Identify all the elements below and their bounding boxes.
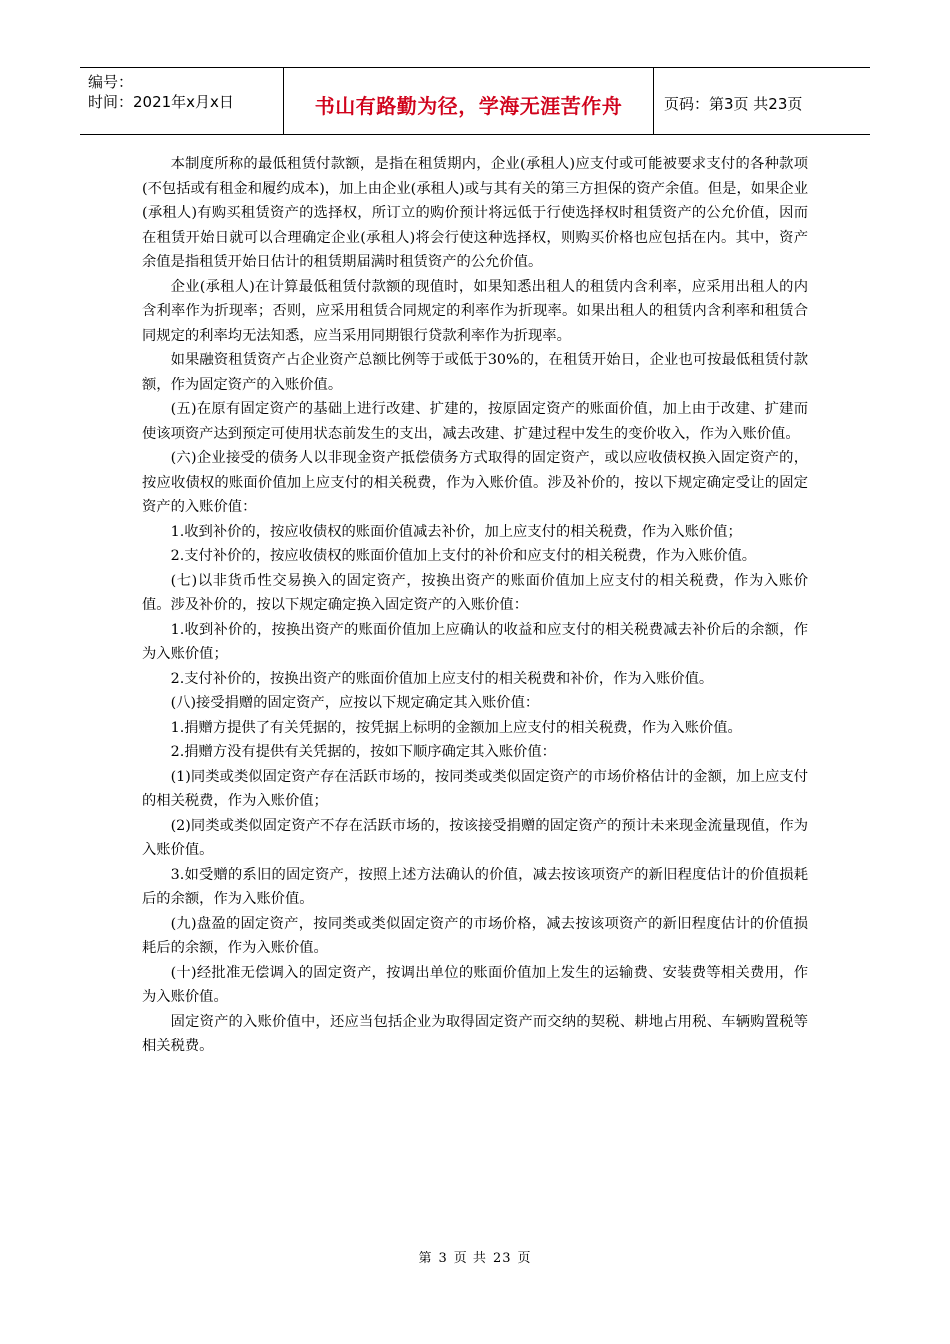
paragraph: 本制度所称的最低租赁付款额，是指在租赁期内，企业(承租人)应支付或可能被要求支付的各种款项(不包括或有租金和履约成本)，加上由企业(承租人)或与其有关的第三方担保的资产余值。但是，如果企业(承租人)有购买租赁资产的选择权，所订立的购价预计将远低于行使选择权时租赁资产的公允价值，因而在租赁开始日就可以合理确定企业(承租人)将会行使这种选择权，则购买价格也应包括在内。其中，资产余值是指租赁开始日估计的租赁期届满时租赁资产的公允价值。 xyxy=(142,156,808,270)
paragraph: (1)同类或类似固定资产存在活跃市场的，按同类或类似固定资产的市场价格估计的金额，加上应支付的相关税费，作为入账价值； xyxy=(142,768,808,809)
paragraph: (2)同类或类似固定资产不存在活跃市场的，按该接受捐赠的固定资产的预计未来现金流量现值，作为入账价值。 xyxy=(142,817,808,858)
paragraph: 1.收到补价的，按换出资产的账面价值加上应确认的收益和应支付的相关税费减去补价后的余额，作为入账价值； xyxy=(142,621,808,662)
header-meta xyxy=(80,68,283,134)
footer-suffix: 页 xyxy=(517,1251,532,1266)
header-slogan: 书山有路勤为径，学海无涯苦作舟 xyxy=(283,68,654,134)
paragraph: 2.支付补价的，按换出资产的账面价值加上应支付的相关税费和补价，作为入账价值。 xyxy=(170,670,714,687)
paragraph: 2.捐赠方没有提供有关凭据的，按如下顺序确定其入账价值： xyxy=(170,744,556,760)
paragraph: 如果融资租赁资产占企业资产总额比例等于或低于30%的，在租赁开始日，企业也可按最低租赁付款额，作为固定资产的入账价值。 xyxy=(142,352,808,393)
document-body xyxy=(142,152,808,1059)
header-page-code: 页码：第3页 共23页 xyxy=(664,94,803,113)
footer-middle: 页 共 xyxy=(453,1251,487,1266)
page-header xyxy=(80,67,870,135)
paragraph: 3.如受赠的系旧的固定资产，按照上述方法确认的价值，减去按该项资产的新旧程度估计的价值损耗后的余额，作为入账价值。 xyxy=(142,866,808,907)
paragraph: (六)企业接受的债务人以非现金资产抵偿债务方式取得的固定资产，或以应收债权换入固定资产的，按应收债权的账面价值加上应支付的相关税费，作为入账价值。涉及补价的，按以下规定确定受让的固定资产的入账价值： xyxy=(142,450,808,515)
paragraph: (九)盘盈的固定资产，按同类或类似固定资产的市场价格，减去按该项资产的新旧程度估计的价值损耗后的余额，作为入账价值。 xyxy=(142,915,808,956)
paragraph: 1.收到补价的，按应收债权的账面价值减去补价，加上应支付的相关税费，作为入账价值； xyxy=(170,523,742,540)
page-footer xyxy=(0,1247,950,1266)
footer-current-page: 3 xyxy=(438,1251,448,1266)
paragraph: 2.支付补价的，按应收债权的账面价值加上支付的补价和应支付的相关税费，作为入账价值。 xyxy=(170,548,757,564)
number-label: 编号： xyxy=(88,73,134,91)
paragraph: 固定资产的入账价值中，还应当包括企业为取得固定资产而交纳的契税、耕地占用税、车辆购置税等相关税费。 xyxy=(142,1013,808,1054)
paragraph: 1.捐赠方提供了有关凭据的，按凭据上标明的金额加上应支付的相关税费，作为入账价值。 xyxy=(170,719,742,736)
date-label: 时间：2021年x月x日 xyxy=(88,93,234,111)
footer-total-pages: 23 xyxy=(492,1251,512,1266)
paragraph: (十)经批准无偿调入的固定资产，按调出单位的账面价值加上发生的运输费、安装费等相关费用，作为入账价值。 xyxy=(142,964,808,1005)
footer-prefix: 第 xyxy=(418,1251,433,1266)
paragraph: (八)接受捐赠的固定资产，应按以下规定确定其入账价值： xyxy=(170,695,540,711)
paragraph: (七)以非货币性交易换入的固定资产，按换出资产的账面价值加上应支付的相关税费，作为入账价值。涉及补价的，按以下规定确定换入固定资产的入账价值： xyxy=(142,572,808,613)
paragraph: (五)在原有固定资产的基础上进行改建、扩建的，按原固定资产的账面价值，加上由于改建、扩建而使该项资产达到预定可使用状态前发生的支出，减去改建、扩建过程中发生的变价收入，作为入账价值。 xyxy=(142,401,808,442)
paragraph: 企业(承租人)在计算最低租赁付款额的现值时，如果知悉出租人的租赁内含利率，应采用出租人的内含利率作为折现率；否则，应采用租赁合同规定的利率作为折现率。如果出租人的租赁内含利率和租赁合同规定的利率均无法知悉，应当采用同期银行贷款利率作为折现率。 xyxy=(142,278,808,344)
